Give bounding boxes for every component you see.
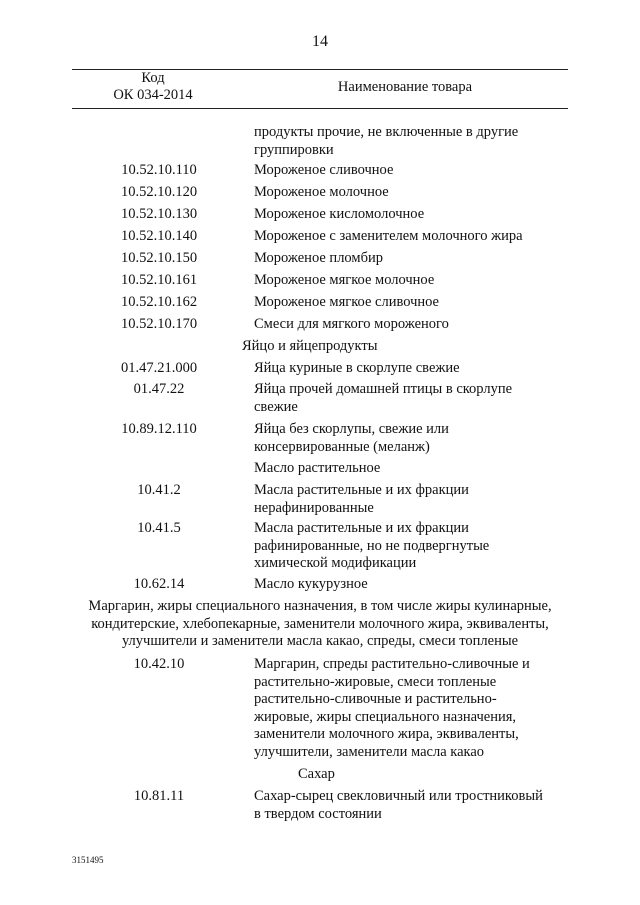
- row-code: 10.52.10.162: [120, 294, 198, 310]
- row-code: 10.52.10.150: [120, 250, 198, 266]
- section-heading: Сахар: [298, 766, 335, 782]
- row-code: 10.41.5: [137, 520, 181, 536]
- row-code: 10.81.11: [133, 788, 185, 804]
- row-name: Мороженое сливочное: [254, 162, 394, 178]
- row-code: 10.89.12.110: [121, 421, 197, 437]
- row-code: 10.62.14: [133, 576, 185, 592]
- row-code: 01.47.21.000: [120, 360, 198, 376]
- row-name: Смеси для мягкого мороженого: [254, 316, 449, 332]
- row-code: 10.52.10.130: [120, 206, 198, 222]
- row-code: 10.41.2: [137, 482, 181, 498]
- category-paragraph: Маргарин, жиры специального назначения, в том числе жиры кулинарные, кондитерские, хлебопекарные, заменители молочного жира, эквиваленты, улучшители и заменители масла какао, спреды, смеси топленые: [88, 598, 552, 649]
- row-name: Мороженое пломбир: [254, 250, 383, 266]
- table-header-name: Наименование товара: [337, 79, 473, 95]
- row-code: 10.52.10.161: [120, 272, 198, 288]
- row-code: 10.52.10.170: [120, 316, 198, 332]
- row-code: 10.52.10.110: [121, 162, 197, 178]
- section-heading: Масло растительное: [254, 460, 381, 476]
- row-name: Яйца куриные в скорлупе свежие: [254, 360, 460, 376]
- section-heading: Яйцо и яйцепродукты: [242, 338, 378, 354]
- row-name: Масло кукурузное: [254, 576, 368, 592]
- header-code-line2: ОК 034-2014: [113, 87, 193, 103]
- row-name: Масла растительные и их фракции нерафинированные: [254, 482, 469, 516]
- row-code: 10.42.10: [133, 656, 185, 672]
- row-name: Мороженое с заменителем молочного жира: [254, 228, 523, 244]
- row-name: Яйца без скорлупы, свежие или консервированные (меланж): [254, 421, 449, 455]
- row-code: 01.47.22: [133, 381, 185, 397]
- row-name: Мороженое мягкое молочное: [254, 272, 435, 288]
- row-name: продукты прочие, не включенные в другие группировки: [254, 124, 519, 158]
- page-number: 14: [312, 33, 328, 50]
- row-name: Сахар-сырец свекловичный или тростниковый в твердом состоянии: [254, 788, 543, 822]
- row-code: 10.52.10.140: [120, 228, 198, 244]
- row-code: 10.52.10.120: [120, 184, 198, 200]
- row-name: Маргарин, спреды растительно-сливочные и растительно-жировые, смеси топленые растительно-сливочные и растительно- жировые, жиры специального назначения, заменители молочного жира, эквиваленты, улучшители, заменители масла какао: [254, 656, 530, 760]
- row-name: Масла растительные и их фракции рафинированные, но не подвергнутые химической модификации: [254, 520, 490, 571]
- row-name: Мороженое мягкое сливочное: [254, 294, 439, 310]
- row-name: Яйца прочей домашней птицы в скорлупе свежие: [254, 381, 513, 415]
- document-id: 3151495: [72, 855, 104, 865]
- header-code-line1: Код: [141, 70, 165, 86]
- row-name: Мороженое кисломолочное: [254, 206, 425, 222]
- row-name: Мороженое молочное: [254, 184, 389, 200]
